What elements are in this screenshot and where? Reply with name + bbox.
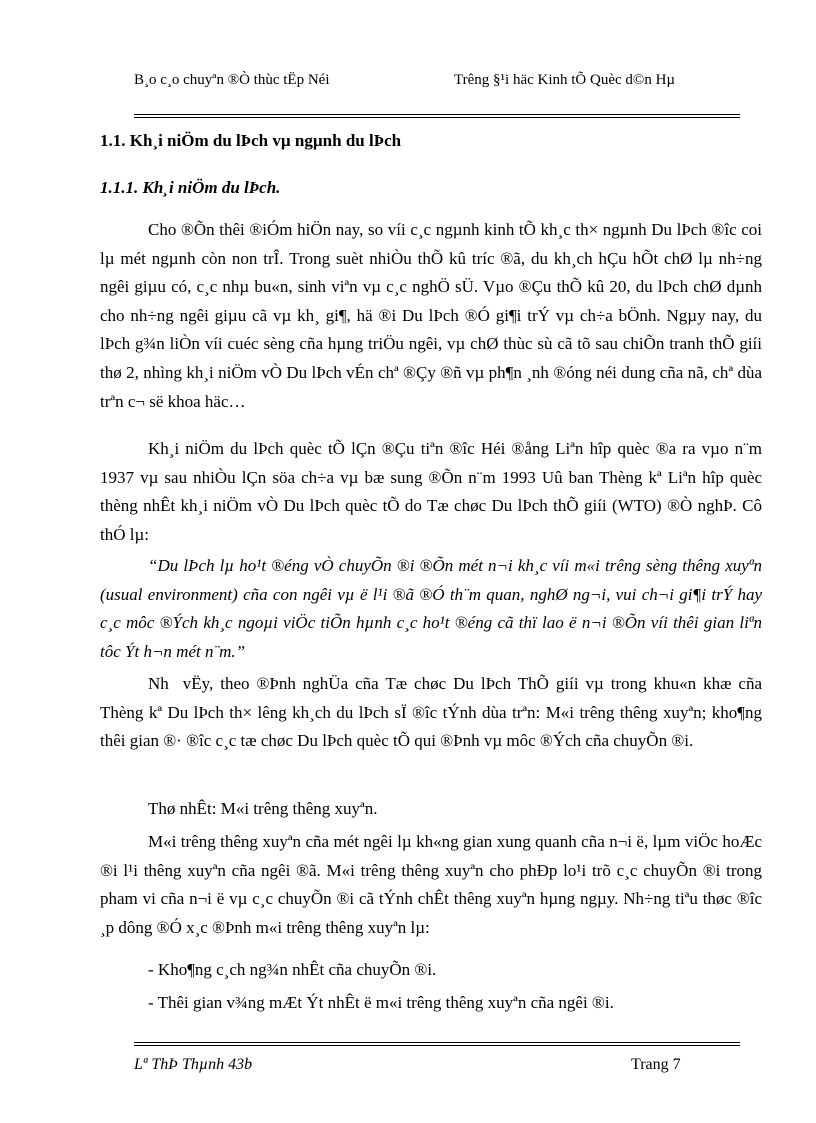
paragraph-intro: Cho ®Õn thêi ®iÓm hiÖn nay, so víi c¸c ngµnh kinh tÕ kh¸c th× ngµnh Du lÞch ®îc coi lµ mét ngµnh còn non trÎ. Trong suèt nhiÒu thÕ kû tríc ®ã, du kh¸ch hÇu hÕt chØ lµ nh÷ng ngêi giµu có, c¸c nhµ bu«n, sinh viªn vµ c¸c nghÖ sÜ. Vµo ®Çu thÕ kû 20, du lÞch chØ dµnh cho nh÷ng ngêi giµu cã vµ kh¸ gi¶, hä ®i Du lÞch ®Ó gi¶i trÝ vµ ch÷a bÖnh. Ngµy nay, du lÞch g¾n liÒn víi cuéc sèng cña hµng triÖu ngêi, vµ chØ thùc sù cã tõ sau chiÕn tranh thÕ giíi thø 2, nhìng kh¸i niÖm vÒ Du lÞch vÉn chª ®Çy ®ñ vµ ph¶n ¸nh ®óng néi dung cña nã, chª dùa trªn c¬ së khoa häc… bbox=[100, 220, 762, 411]
footer-rule-top bbox=[134, 1042, 740, 1043]
paragraph-international-definition: Kh¸i niÖm du lÞch quèc tÕ lÇn ®Çu tiªn ®îc Héi ®ång Liªn hîp quèc ®a ra vµo n¨m 1937 vµ sau nhiÒu lÇn söa ch÷a vµ bæ sung ®Õn n¨m 1993 Uû ban Thèng kª Liªn hîp quèc thèng nhÊt kh¸i niÖm vÒ Du lÞch quèc tÕ do Tæ chøc Du lÞch thÕ giíi (WTO) ®Ò nghÞ. Cô thÓ lµ: bbox=[100, 439, 762, 544]
header-university-name: Trêng §¹i häc Kinh tÕ Quèc d©n Hµ bbox=[454, 72, 676, 88]
footer-author: Lª ThÞ Thµnh 43b bbox=[134, 1056, 253, 1073]
paragraph-criteria: Nh vËy, theo ®Þnh nghÜa cña Tæ chøc Du lÞch ThÕ giíi vµ trong khu«n khæ cña Thèng kª Du lÞch th× lêng kh¸ch du lÞch sÏ ®îc tÝnh dùa trªn: M«i trêng thêng xuyªn; kho¶ng thêi gian ®· ®îc c¸c tæ chøc Du lÞch quèc tÕ qui ®Þnh vµ môc ®Ých cña chuyÕn ®i. bbox=[100, 674, 762, 751]
quote-wto-definition: “Du lÞch lµ ho¹t ®éng vÒ chuyÕn ®i ®Õn mét n¬i kh¸c víi m«i trêng sèng thêng xuyªn (usual environment) cña con ngêi vµ ë l¹i ®ã ®Ó th¨m quan, nghØ ng¬i, vui ch¬i gi¶i trÝ hay c¸c môc ®Ých kh¸c ngoµi viÖc tiÕn hµnh c¸c ho¹t ®éng cã thï lao ë n¬i ®Õn víi thêi gian liªn tôc Ýt h¬n mét n¨m.” bbox=[100, 556, 762, 661]
footer-rule-bottom bbox=[134, 1045, 740, 1046]
header-report-title: B¸o c¸o chuyªn ®Ò thùc tËp Néi bbox=[134, 72, 330, 88]
header-rule-top bbox=[134, 114, 740, 115]
paragraph-first-criterion: Thø nhÊt: M«i trêng thêng xuyªn. bbox=[148, 799, 378, 818]
paragraph-usual-environment: M«i trêng thêng xuyªn cña mét ngêi lµ kh«ng gian xung quanh cña n¬i ë, lµm viÖc hoÆc ®i l¹i thêng xuyªn cña ngêi ®ã. M«i trêng thêng xuyªn cho phÐp lo¹i trõ c¸c chuyÕn ®i trong pham vi cña n¬i ë vµ c¸c chuyÕn ®i cã tÝnh chÊt thêng xuyªn hµng ngµy. Nh÷ng tiªu thøc ®îc ¸p dông ®Ó x¸c ®Þnh m«i trêng thêng xuyªn lµ: bbox=[100, 832, 762, 937]
bullet-minimum-absence: - Thêi gian v¾ng mÆt Ýt nhÊt ë m«i trêng thêng xuyªn cña ngêi ®i. bbox=[148, 993, 614, 1012]
bullet-shortest-distance: - Kho¶ng c¸ch ng¾n nhÊt cña chuyÕn ®i. bbox=[148, 960, 437, 979]
section-title: 1.1. Kh¸i niÖm du lÞch vµ ngµnh du lÞch bbox=[100, 131, 402, 150]
header-rule-bottom bbox=[134, 117, 740, 118]
footer-page-number: Trang 7 bbox=[631, 1056, 681, 1073]
subsection-title: 1.1.1. Kh¸i niÖm du lÞch. bbox=[100, 178, 281, 197]
